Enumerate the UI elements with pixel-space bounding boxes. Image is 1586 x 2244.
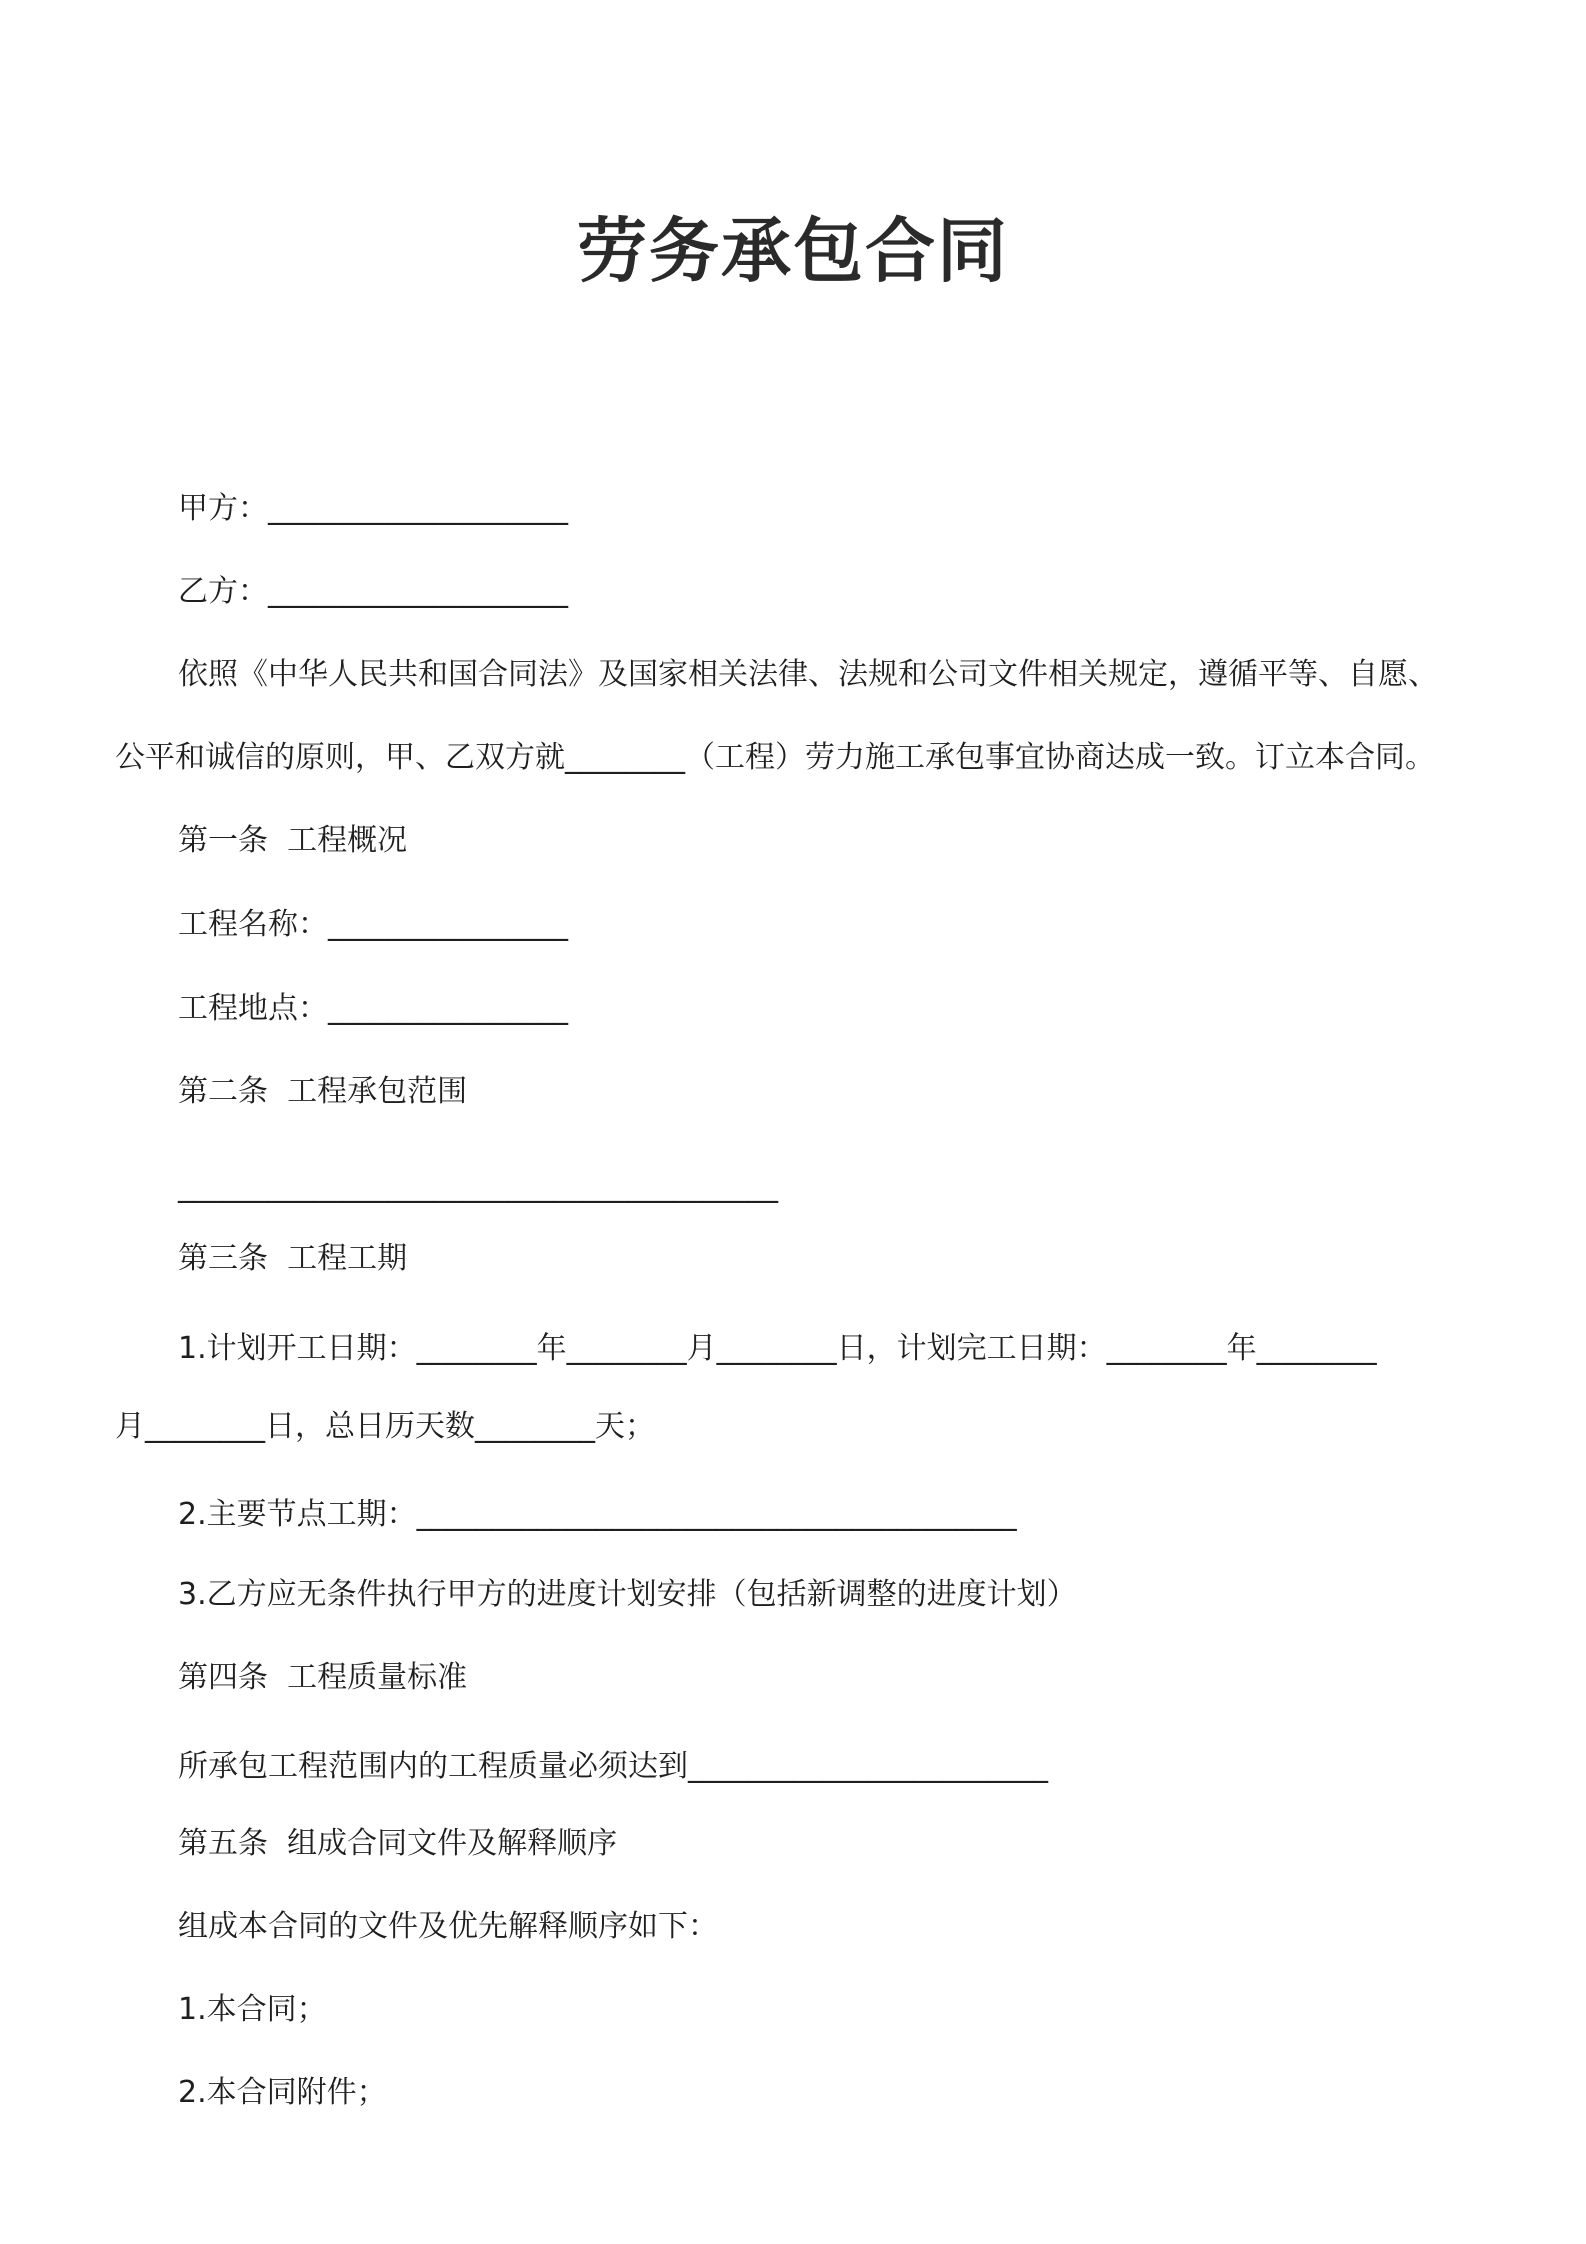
article-4-heading: 第四条 工程质量标准 xyxy=(178,1660,468,1695)
party-a-line: 甲方：____________________ xyxy=(178,491,568,526)
project-name-line: 工程名称：________________ xyxy=(178,907,568,942)
article-5-heading: 第五条 组成合同文件及解释顺序 xyxy=(178,1826,618,1861)
document-order-intro: 组成本合同的文件及优先解释顺序如下： xyxy=(178,1909,718,1944)
preamble-line-1: 依照《中华人民共和国合同法》及国家相关法律、法规和公司文件相关规定，遵循平等、自愿、 xyxy=(178,657,1438,692)
scope-blank-line: ________________________________________ xyxy=(178,1169,778,1204)
document-item-1: 1.本合同； xyxy=(178,1992,327,2027)
document-title: 劳务承包合同 xyxy=(577,210,1009,292)
preamble-line-2: 公平和诚信的原则，甲、乙双方就________（工程）劳力施工承包事宜协商达成一致。订立本合同。 xyxy=(115,740,1435,775)
party-b-line: 乙方：____________________ xyxy=(178,574,568,609)
milestone-line: 2.主要节点工期：________________________________________ xyxy=(178,1497,1017,1532)
article-2-heading: 第二条 工程承包范围 xyxy=(178,1074,468,1109)
article-1-heading: 第一条 工程概况 xyxy=(178,823,408,858)
progress-plan-line: 3.乙方应无条件执行甲方的进度计划安排（包括新调整的进度计划） xyxy=(178,1577,1077,1612)
article-3-heading: 第三条 工程工期 xyxy=(178,1241,408,1276)
document-item-2: 2.本合同附件； xyxy=(178,2075,387,2110)
quality-standard-line: 所承包工程范围内的工程质量必须达到________________________ xyxy=(178,1749,1048,1784)
schedule-line-2: 月________日，总日历天数________天； xyxy=(115,1409,655,1444)
schedule-line-1: 1.计划开工日期：________年________月________日，计划完工日期：________年________ xyxy=(178,1331,1377,1366)
project-location-line: 工程地点：________________ xyxy=(178,991,568,1026)
